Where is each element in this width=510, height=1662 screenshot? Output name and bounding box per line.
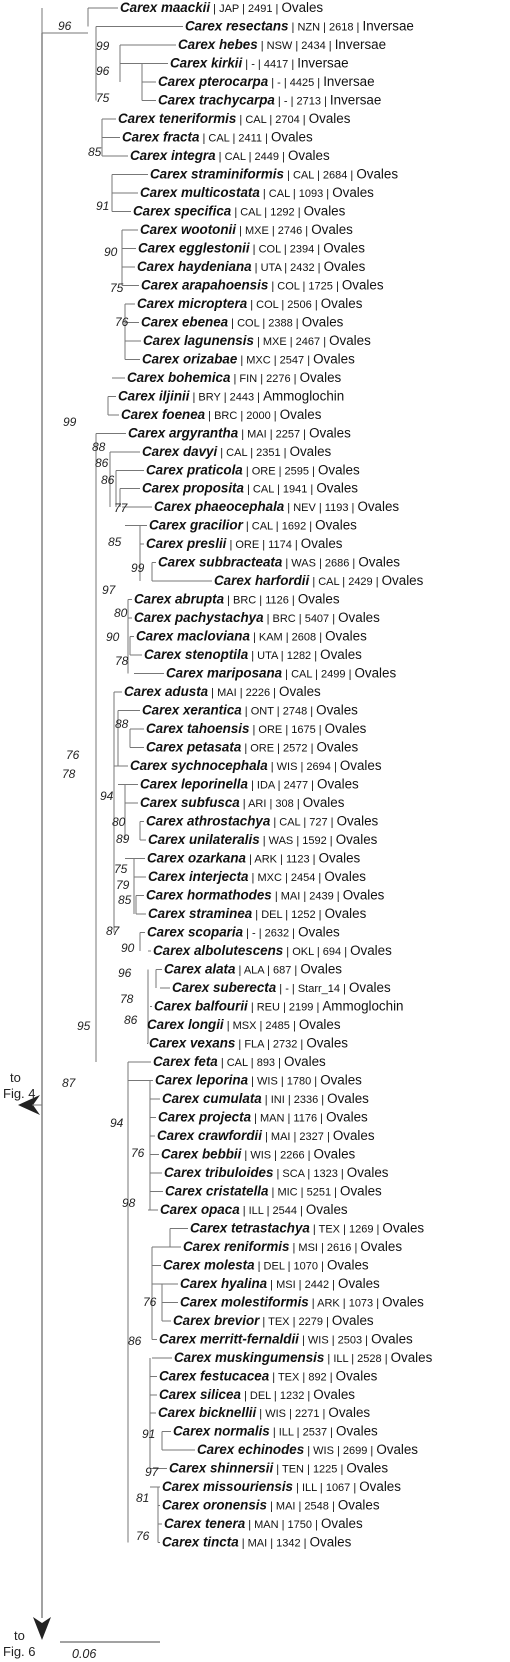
support-value: 98 xyxy=(122,1196,136,1210)
tip-label: Carex tincta | MAI | 1342 | Ovales xyxy=(162,1534,352,1550)
tip-label: Carex festucacea | TEX | 892 | Ovales xyxy=(159,1368,378,1384)
support-value: 87 xyxy=(106,924,120,938)
tip-label: Carex teneriformis | CAL | 2704 | Ovales xyxy=(118,110,351,126)
tip-label: Carex leporinella | IDA | 2477 | Ovales xyxy=(140,776,359,792)
tip-label: Carex egglestonii | COL | 2394 | Ovales xyxy=(138,240,365,256)
tip-label: Carex alata | ALA | 687 | Ovales xyxy=(164,961,342,977)
tip-label: Carex fracta | CAL | 2411 | Ovales xyxy=(122,129,313,145)
support-value: 76 xyxy=(136,1529,150,1543)
tip-label: Carex haydeniana | UTA | 2432 | Ovales xyxy=(137,258,366,274)
to-fig6-label-line1: to xyxy=(14,1628,25,1643)
scale-bar-label: 0.06 xyxy=(72,1647,97,1661)
support-value: 97 xyxy=(102,583,116,597)
tip-label: Carex cristatella | MIC | 5251 | Ovales xyxy=(165,1183,382,1199)
support-value: 78 xyxy=(120,992,134,1006)
tip-label: Carex brevior | TEX | 2279 | Ovales xyxy=(173,1312,374,1328)
tip-label: Carex stenoptila | UTA | 1282 | Ovales xyxy=(144,647,362,663)
tip-label: Carex molestiformis | ARK | 1073 | Ovales xyxy=(180,1294,424,1310)
support-value: 97 xyxy=(145,1465,159,1479)
support-value: 91 xyxy=(142,1427,156,1441)
tip-label: Carex mariposana | CAL | 2499 | Ovales xyxy=(166,665,397,681)
to-fig6-label-line2: Fig. 6 xyxy=(3,1644,36,1659)
tip-label: Carex proposita | CAL | 1941 | Ovales xyxy=(142,480,359,496)
support-value: 75 xyxy=(96,91,110,105)
tip-label: Carex reniformis | MSI | 2616 | Ovales xyxy=(183,1238,403,1254)
tip-label: Carex tribuloides | SCA | 1323 | Ovales xyxy=(164,1164,389,1180)
tip-label: Carex oronensis | MAI | 2548 | Ovales xyxy=(162,1497,380,1513)
tip-label: Carex multicostata | CAL | 1093 | Ovales xyxy=(140,184,374,200)
support-value: 99 xyxy=(96,39,110,53)
support-value: 99 xyxy=(131,561,145,575)
arrow-down-icon xyxy=(33,1617,51,1640)
tip-label: Carex arapahoensis | COL | 1725 | Ovales xyxy=(141,277,384,293)
support-value: 85 xyxy=(108,535,122,549)
tip-label: Carex cumulata | INI | 2336 | Ovales xyxy=(162,1090,369,1106)
support-value: 95 xyxy=(77,1019,91,1033)
support-value: 94 xyxy=(100,789,114,803)
support-value: 79 xyxy=(116,878,130,892)
tip-label: Carex sychnocephala | WIS | 2694 | Ovales xyxy=(130,758,382,774)
tip-label: Carex integra | CAL | 2449 | Ovales xyxy=(130,147,330,163)
tip-label: Carex ebenea | COL | 2388 | Ovales xyxy=(141,314,344,330)
tip-label: Carex davyi | CAL | 2351 | Ovales xyxy=(142,443,332,459)
tip-label: Carex adusta | MAI | 2226 | Ovales xyxy=(124,684,321,700)
tip-label: Carex echinodes | WIS | 2699 | Ovales xyxy=(197,1442,419,1458)
support-value: 86 xyxy=(95,456,109,470)
tip-label: Carex tahoensis | ORE | 1675 | Ovales xyxy=(146,721,367,737)
tip-label: Carex opaca | ILL | 2544 | Ovales xyxy=(160,1201,348,1217)
tip-label: Carex hormathodes | MAI | 2439 | Ovales xyxy=(146,887,385,903)
support-value: 87 xyxy=(62,1076,76,1090)
tip-label: Carex athrostachya | CAL | 727 | Ovales xyxy=(146,813,379,829)
tip-label: Carex scoparia | - | 2632 | Ovales xyxy=(147,924,340,940)
tip-labels xyxy=(118,0,433,1550)
tip-label: Carex longii | MSX | 2485 | Ovales xyxy=(147,1016,341,1032)
tip-label: Carex normalis | ILL | 2537 | Ovales xyxy=(173,1423,378,1439)
tip-label: Carex unilateralis | WAS | 1592 | Ovales xyxy=(148,832,378,848)
tip-label: Carex missouriensis | ILL | 1067 | Ovales xyxy=(162,1479,401,1495)
to-fig4-label-line1: to xyxy=(10,1070,21,1085)
support-value: 96 xyxy=(96,64,110,78)
tip-label: Carex projecta | MAN | 1176 | Ovales xyxy=(158,1109,368,1125)
support-value: 88 xyxy=(92,440,106,454)
support-value: 86 xyxy=(128,1334,142,1348)
tip-label: Carex balfourii | REU | 2199 | Ammoglochin xyxy=(154,998,404,1014)
tip-label: Carex xerantica | ONT | 2748 | Ovales xyxy=(142,702,358,718)
support-value: 96 xyxy=(58,19,72,33)
tip-label: Carex hyalina | MSI | 2442 | Ovales xyxy=(180,1275,380,1291)
to-fig4-label-line2: Fig. 4 xyxy=(3,1086,36,1101)
tip-label: Carex albolutescens | OKL | 694 | Ovales xyxy=(153,942,392,958)
support-value: 94 xyxy=(110,1116,124,1130)
tip-label: Carex tetrastachya | TEX | 1269 | Ovales xyxy=(190,1220,425,1236)
tip-label: Carex ozarkana | ARK | 1123 | Ovales xyxy=(147,850,361,866)
tip-label: Carex bohemica | FIN | 2276 | Ovales xyxy=(127,369,342,385)
tip-label: Carex maackii | JAP | 2491 | Ovales xyxy=(120,0,324,15)
support-value: 76 xyxy=(66,748,80,762)
tip-label: Carex macloviana | KAM | 2608 | Ovales xyxy=(136,628,367,644)
tip-label: Carex lagunensis | MXE | 2467 | Ovales xyxy=(143,332,371,348)
support-value: 90 xyxy=(104,245,118,259)
tip-label: Carex subbracteata | WAS | 2686 | Ovales xyxy=(158,554,401,570)
tip-label: Carex resectans | NZN | 2618 | Inversae xyxy=(185,18,414,34)
tip-label: Carex phaeocephala | NEV | 1193 | Ovales xyxy=(154,499,400,515)
support-value: 90 xyxy=(106,630,120,644)
tip-label: Carex kirkii | - | 4417 | Inversae xyxy=(170,55,349,71)
support-value: 81 xyxy=(136,1491,150,1505)
tip-label: Carex shinnersii | TEN | 1225 | Ovales xyxy=(169,1460,389,1476)
support-value: 75 xyxy=(110,281,124,295)
tip-label: Carex bebbii | WIS | 2266 | Ovales xyxy=(161,1146,356,1162)
support-value: 76 xyxy=(115,315,129,329)
tip-label: Carex pachystachya | BRC | 5407 | Ovales xyxy=(134,610,380,626)
support-value: 75 xyxy=(114,862,128,876)
tip-label: Carex specifica | CAL | 1292 | Ovales xyxy=(133,203,346,219)
support-value: 78 xyxy=(115,654,129,668)
support-value: 85 xyxy=(118,893,132,907)
support-value: 80 xyxy=(114,606,128,620)
tip-label: Carex preslii | ORE | 1174 | Ovales xyxy=(146,536,343,552)
tip-label: Carex feta | CAL | 893 | Ovales xyxy=(153,1053,326,1069)
support-value: 78 xyxy=(62,767,76,781)
tip-label: Carex suberecta | - | Starr_14 | Ovales xyxy=(172,979,391,995)
tip-label: Carex silicea | DEL | 1232 | Ovales xyxy=(159,1386,355,1402)
tip-label: Carex argyrantha | MAI | 2257 | Ovales xyxy=(128,425,351,441)
tip-label: Carex abrupta | BRC | 1126 | Ovales xyxy=(134,591,340,607)
support-value: 91 xyxy=(96,199,110,213)
tip-label: Carex microptera | COL | 2506 | Ovales xyxy=(137,295,363,311)
support-value: 96 xyxy=(118,966,132,980)
tip-label: Carex merritt-fernaldii | WIS | 2503 | Ovales xyxy=(159,1331,413,1347)
tip-label: Carex subfusca | ARI | 308 | Ovales xyxy=(140,795,345,811)
support-value: 86 xyxy=(124,1013,138,1027)
tip-label: Carex molesta | DEL | 1070 | Ovales xyxy=(163,1257,369,1273)
support-value: 85 xyxy=(88,145,102,159)
tip-label: Carex pterocarpa | - | 4425 | Inversae xyxy=(158,73,375,89)
support-value: 86 xyxy=(101,473,115,487)
tip-label: Carex hebes | NSW | 2434 | Inversae xyxy=(178,36,387,52)
tip-label: Carex muskingumensis | ILL | 2528 | Ovales xyxy=(174,1349,433,1365)
tip-label: Carex leporina | WIS | 1780 | Ovales xyxy=(155,1072,362,1088)
support-value: 76 xyxy=(131,1146,145,1160)
tip-label: Carex interjecta | MXC | 2454 | Ovales xyxy=(148,869,366,885)
support-value: 89 xyxy=(116,832,130,846)
tip-label: Carex petasata | ORE | 2572 | Ovales xyxy=(146,739,359,755)
tip-label: Carex wootonii | MXE | 2746 | Ovales xyxy=(140,221,353,237)
tip-label: Carex harfordii | CAL | 2429 | Ovales xyxy=(214,573,424,589)
tip-label: Carex praticola | ORE | 2595 | Ovales xyxy=(146,462,360,478)
support-value: 76 xyxy=(143,1295,157,1309)
support-value: 80 xyxy=(112,815,126,829)
tip-label: Carex gracilior | CAL | 1692 | Ovales xyxy=(149,517,357,533)
tip-label: Carex trachycarpa | - | 2713 | Inversae xyxy=(158,92,382,108)
support-value: 90 xyxy=(121,941,135,955)
tip-label: Carex vexans | FLA | 2732 | Ovales xyxy=(149,1035,348,1051)
tip-label: Carex straminea | DEL | 1252 | Ovales xyxy=(148,906,367,922)
support-value: 88 xyxy=(115,717,129,731)
tip-label: Carex straminiformis | CAL | 2684 | Ovales xyxy=(150,166,399,182)
support-value: 99 xyxy=(63,415,77,429)
tip-label: Carex orizabae | MXC | 2547 | Ovales xyxy=(142,351,355,367)
tip-label: Carex tenera | MAN | 1750 | Ovales xyxy=(164,1516,363,1532)
tip-label: Carex bicknellii | WIS | 2271 | Ovales xyxy=(158,1405,371,1421)
tip-label: Carex iljinii | BRY | 2443 | Ammoglochin xyxy=(118,388,345,404)
tip-label: Carex foenea | BRC | 2000 | Ovales xyxy=(121,406,322,422)
tip-label: Carex crawfordii | MAI | 2327 | Ovales xyxy=(157,1127,375,1143)
support-value: 77 xyxy=(114,501,128,515)
